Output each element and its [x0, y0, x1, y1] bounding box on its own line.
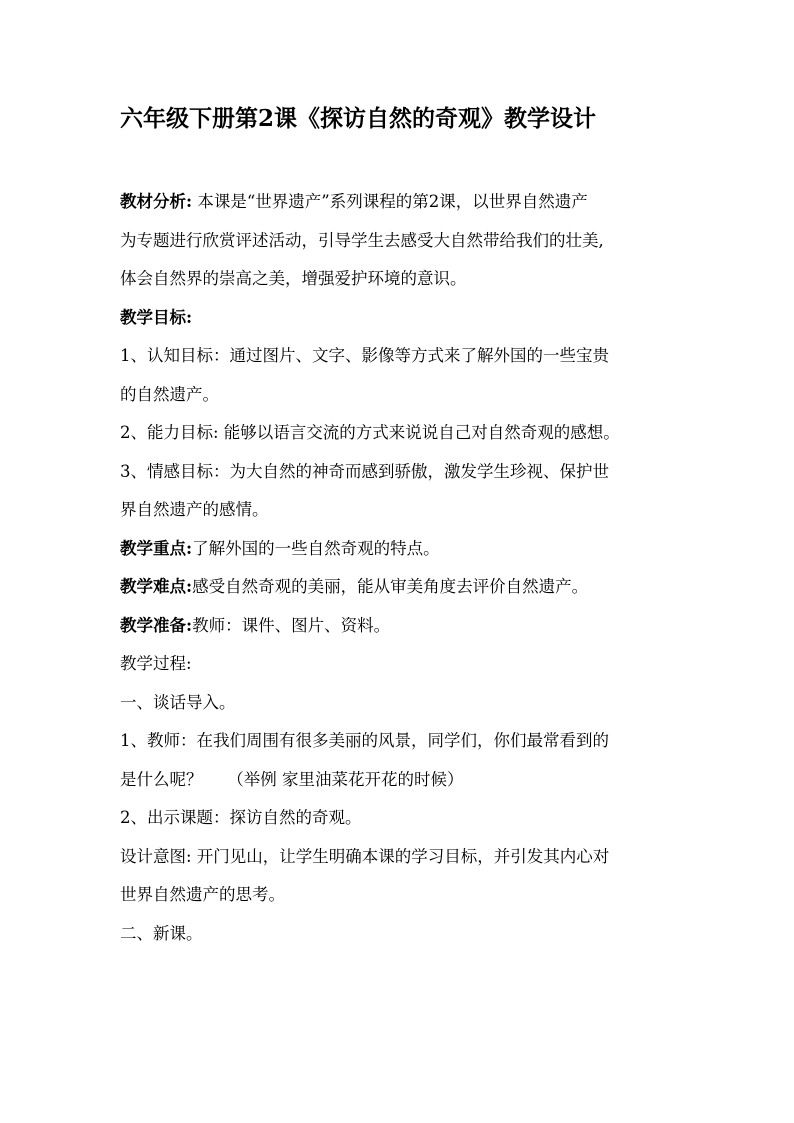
key-point [120, 530, 678, 569]
step-2: 2、出示课题：探访自然的奇观。 [120, 808, 362, 827]
preparation-text: 教师：课件、图片、资料。 [192, 615, 391, 635]
analysis-label: 教材分析: [120, 192, 193, 211]
goal-2: 2、能力目标: 能够以语言交流的方式来说说自己对自然奇观的感想。 [120, 423, 620, 442]
process-heading: 教学过程: [120, 654, 192, 673]
preparation [120, 607, 678, 646]
difficulty [120, 568, 678, 607]
goals-label: 教学目标: [120, 307, 193, 327]
document-body [120, 183, 678, 953]
analysis-line-3: 体会自然界的崇高之美，增强爱护环境的意识。 [120, 269, 467, 288]
goal-3-line-1: 3、情感目标：为大自然的神奇而感到骄傲，激发学生珍视、保护世 [120, 461, 609, 481]
analysis-line-1 [120, 183, 678, 222]
step-1-line-2: 是什么呢？ （举例 家里油菜花开花的时候） [120, 769, 464, 789]
goal-1-line-1: 1、认知目标：通过图片、文字、影像等方式来了解外国的一些宝贵 [120, 346, 609, 365]
intent-line-2: 世界自然遗产的思考。 [120, 885, 285, 904]
section-1-heading: 一、谈话导入。 [120, 692, 236, 712]
section-2-heading: 二、新课。 [120, 923, 203, 943]
step-1-line-1: 1、教师：在我们周围有很多美丽的风景，同学们，你们最常看到的 [120, 731, 609, 750]
key-point-label: 教学重点: [120, 538, 193, 558]
difficulty-label: 教学难点: [120, 577, 193, 596]
intent-line-1: 设计意图: 开门见山，让学生明确本课的学习目标，并引发其内心对 [120, 846, 610, 866]
analysis-text-1: 本课是“世界遗产”系列课程的第2课，以世界自然遗产 [192, 192, 588, 211]
document-title: 六年级下册第2课《探访自然的奇观》教学设计 [120, 105, 597, 132]
goal-1-line-2: 的自然遗产。 [120, 384, 219, 404]
goal-3-line-2: 界自然遗产的感情。 [120, 500, 269, 519]
key-point-text: 了解外国的一些自然奇观的特点。 [192, 538, 440, 558]
preparation-label: 教学准备: [120, 615, 193, 635]
analysis-line-2: 为专题进行欣赏评述活动，引导学生去感受大自然带给我们的壮美, [120, 230, 604, 250]
difficulty-text: 感受自然奇观的美丽，能从审美角度去评价自然遗产。 [192, 577, 589, 596]
